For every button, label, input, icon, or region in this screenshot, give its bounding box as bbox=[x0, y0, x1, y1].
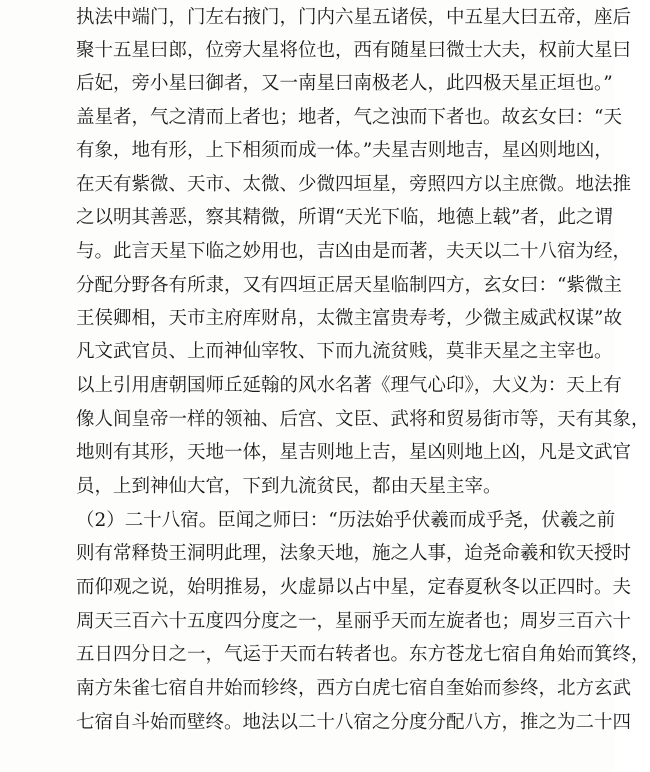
text-line: 则有常释贽王洞明此理，法象天地，施之人事，迨尧命羲和钦天授时 bbox=[76, 543, 632, 564]
text-line: 之以明其善恶，察其精微，所谓“天光下临，地德上载”者，此之谓 bbox=[76, 207, 613, 228]
text-line: 有象，地有形，上下相须而成一体。”夫星吉则地吉，星凶则地凶， bbox=[76, 140, 613, 161]
text-line: 地则有其形，天地一体，星吉则地上吉，星凶则地上凶，凡是文武官 bbox=[76, 442, 632, 463]
text-line: 五日四分日之一，气运于天而右转者也。东方苍龙七宿自角始而箕终， bbox=[76, 644, 650, 665]
text-line: 周天三百六十五度四分度之一，星丽乎天而左旋者也；周岁三百六十 bbox=[76, 611, 632, 632]
text-line: 而仰观之说，始明推易，火虚昴以占中星，定春夏秋冬以正四时。夫 bbox=[76, 577, 632, 598]
text-line: 南方朱雀七宿自井始而轸终，西方白虎七宿自奎始而参终，北方玄武 bbox=[76, 678, 632, 699]
text-line: 分配分野各有所隶，又有四垣正居天星临制四方，玄女曰：“紫微主 bbox=[76, 275, 622, 296]
text-line: 员，上到神仙大官，下到九流贫民，都由天星主宰。 bbox=[76, 476, 502, 497]
text-line: 七宿自斗始而壁终。地法以二十八宿之分度分配八方，推之为二十四 bbox=[76, 712, 632, 733]
text-line: 与。此言天星下临之妙用也，吉凶由是而著，夫天以二十八宿为经， bbox=[76, 241, 632, 262]
text-line: 后妃，旁小星曰御者，又一南星曰南极老人，此四极天星正垣也。” bbox=[76, 73, 613, 94]
text-line: 王侯卿相，天市主府库财帛，太微主富贵寿考，少微主威武权谋”故 bbox=[76, 308, 622, 329]
text-line: 聚十五星曰郎，位旁大星将位也，西有随星曰微士大夫，权前大星曰 bbox=[76, 40, 632, 61]
text-line: 在天有紫微、天市、太微、少微四垣星，旁照四方以主庶微。地法推 bbox=[76, 174, 632, 195]
text-line: （2）二十八宿。臣闻之师曰：“历法始乎伏羲而成乎尧，伏羲之前 bbox=[76, 510, 616, 531]
text-line: 像人间皇帝一样的领袖、后宫、文臣、武将和贸易街市等，天有其象， bbox=[76, 409, 650, 430]
text-line: 执法中端门，门左右掖门，门内六星五诸侯，中五星大曰五帝，座后 bbox=[76, 7, 632, 28]
text-line: 凡文武官员、上而神仙宰牧、下而九流贫贱，莫非天星之主宰也。 bbox=[76, 341, 613, 362]
text-line: 以上引用唐朝国师丘延翰的风水名著《理气心印》，大义为：天上有 bbox=[76, 375, 622, 396]
text-line: 盖星者，气之清而上者也；地者，气之浊而下者也。故玄女曰：“天 bbox=[76, 107, 622, 128]
